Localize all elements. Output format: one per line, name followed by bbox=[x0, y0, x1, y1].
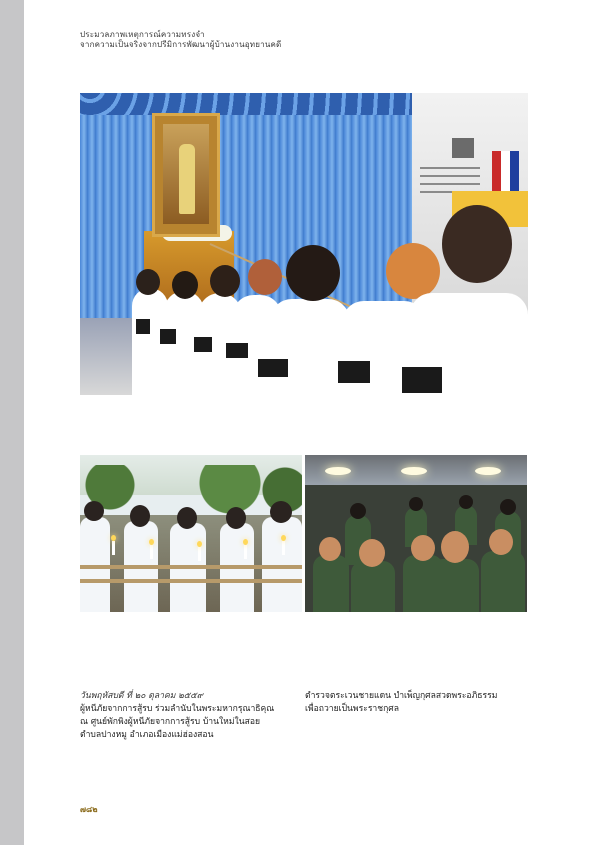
officer-head bbox=[409, 497, 423, 511]
caption-left-line-2: ณ ศูนย์พักพิงผู้หนีภัยจากการสู้รบ บ้านใหม่ในสอย bbox=[80, 717, 261, 727]
portrait-background bbox=[163, 124, 209, 224]
candle-flame bbox=[149, 539, 154, 545]
flag-red bbox=[492, 151, 501, 191]
officer-head bbox=[500, 499, 516, 515]
ceremony-photo bbox=[80, 93, 528, 395]
page-number: ๗๘๒ bbox=[80, 805, 98, 814]
bamboo-rail bbox=[80, 579, 302, 583]
officer bbox=[351, 561, 395, 612]
officer-face bbox=[319, 537, 341, 561]
caption-right-line-2: เพื่อถวายเป็นพระราชกุศล bbox=[305, 704, 400, 714]
student-head bbox=[270, 501, 292, 523]
candle-flame bbox=[197, 541, 202, 547]
flag-blue bbox=[510, 151, 519, 191]
caption-right bbox=[305, 690, 530, 716]
running-header bbox=[80, 30, 380, 50]
bamboo-rail bbox=[80, 565, 302, 569]
black-armband bbox=[194, 337, 212, 352]
candle bbox=[198, 547, 201, 561]
candle bbox=[244, 545, 247, 559]
black-armband bbox=[258, 359, 288, 377]
mourner-head bbox=[286, 245, 340, 301]
caption-left bbox=[80, 690, 300, 742]
page-margin-bar bbox=[0, 0, 24, 845]
royal-portrait bbox=[152, 113, 220, 237]
mourner-head bbox=[248, 259, 282, 295]
mourner-head bbox=[136, 269, 160, 295]
caption-right-line-1: ตำรวจตระเวนชายแดน บำเพ็ญกุศลสวดพระอภิธรรม bbox=[305, 691, 498, 701]
portrait-figure bbox=[179, 144, 195, 214]
officer-face bbox=[441, 531, 469, 563]
officer-face bbox=[489, 529, 513, 555]
candle bbox=[150, 545, 153, 559]
mourner-head bbox=[210, 265, 240, 297]
officer-face bbox=[359, 539, 385, 567]
header-line-1: ประมวลภาพเหตุการณ์ความทรงจำ bbox=[80, 30, 205, 39]
candle bbox=[282, 541, 285, 555]
black-armband bbox=[402, 367, 442, 393]
officer bbox=[481, 551, 525, 612]
candle-flame bbox=[111, 535, 116, 541]
student-head bbox=[226, 507, 246, 529]
blue-curtain bbox=[80, 93, 412, 318]
black-armband bbox=[338, 361, 370, 383]
black-armband bbox=[160, 329, 176, 344]
ceiling-light bbox=[475, 467, 501, 475]
student-head bbox=[84, 501, 104, 521]
mourner-head bbox=[172, 271, 198, 299]
flag-white bbox=[501, 151, 510, 191]
officer-face bbox=[411, 535, 435, 561]
student-head bbox=[130, 505, 150, 527]
caption-left-line-1: ผู้หนีภัยจากการสู้รบ ร่วมลำนับในพระมหากรุณาธิคุณ bbox=[80, 704, 275, 714]
officer-head bbox=[350, 503, 366, 519]
black-armband bbox=[136, 319, 150, 334]
candle bbox=[112, 541, 115, 555]
curtain-valance bbox=[80, 93, 412, 115]
stair-railing bbox=[420, 163, 480, 193]
candle-vigil-photo bbox=[80, 455, 302, 612]
police-prayer-photo bbox=[305, 455, 527, 612]
black-armband bbox=[226, 343, 248, 358]
mourner-head bbox=[386, 243, 440, 299]
officer bbox=[313, 555, 349, 612]
student-head bbox=[177, 507, 197, 529]
mourner-head bbox=[442, 205, 512, 283]
ceiling-light bbox=[325, 467, 351, 475]
officer bbox=[431, 559, 479, 612]
officer-head bbox=[459, 495, 473, 509]
candle-flame bbox=[281, 535, 286, 541]
window bbox=[452, 138, 474, 158]
caption-date: วันพฤหัสบดี ที่ ๒๐ ตุลาคม ๒๕๕๙ bbox=[80, 691, 204, 701]
ceiling-light bbox=[401, 467, 427, 475]
caption-left-line-3: ตำบลปางหมู อำเภอเมืองแม่ฮ่องสอน bbox=[80, 730, 214, 740]
candle-flame bbox=[243, 539, 248, 545]
header-line-2: จากความเป็นจริงจากปรีมิการพัฒนาผู้บ้านงานอุทยานคดี bbox=[80, 40, 282, 49]
